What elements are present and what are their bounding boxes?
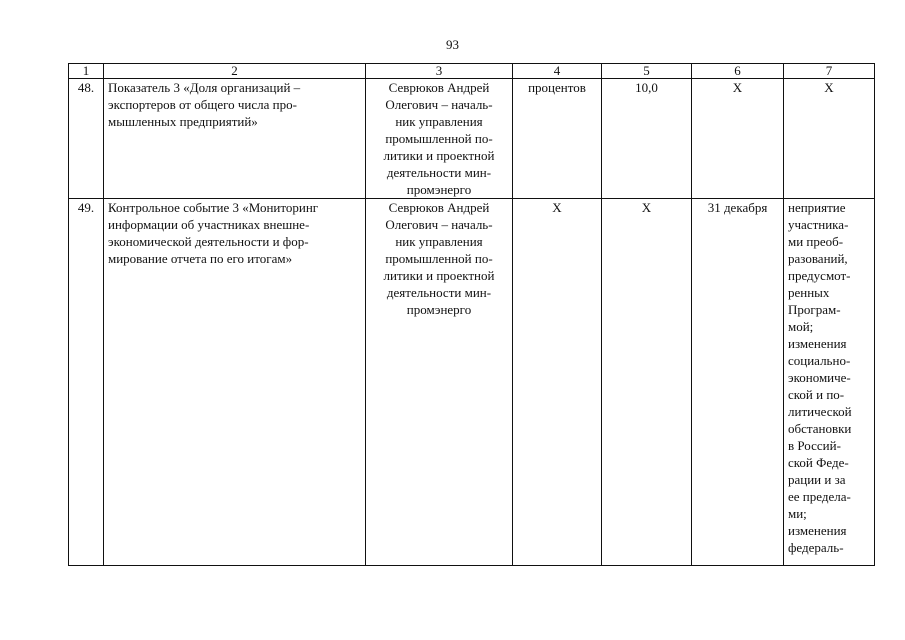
row-col-7: неприятие участника- ми преоб- разований, предусмот- ренных Програм- мой; изменения социально- экономиче- ской и по- литической обстановки в Россий- ской Феде- рации и за ее предела- ми; изменения федераль- bbox=[784, 199, 875, 566]
row-col-6: Х bbox=[692, 79, 784, 199]
header-col-7: 7 bbox=[784, 64, 875, 79]
row-col-4: процентов bbox=[513, 79, 602, 199]
table-header-row bbox=[69, 64, 875, 79]
page-number: 93 bbox=[446, 37, 459, 52]
table-row bbox=[69, 79, 875, 199]
row-number: 48. bbox=[69, 79, 104, 199]
row-col-6: 31 декабря bbox=[692, 199, 784, 566]
row-number: 49. bbox=[69, 199, 104, 566]
row-col-7: Х bbox=[784, 79, 875, 199]
row-responsible: Севрюков Андрей Олегович – началь- ник управления промышленной по- литики и проектной деятельности мин- промэнерго bbox=[366, 79, 513, 199]
header-col-4: 4 bbox=[513, 64, 602, 79]
row-responsible: Севрюков Андрей Олегович – началь- ник управления промышленной по- литики и проектной деятельности мин- промэнерго bbox=[366, 199, 513, 566]
header-col-5: 5 bbox=[602, 64, 692, 79]
header-col-2: 2 bbox=[104, 64, 366, 79]
row-col-4: Х bbox=[513, 199, 602, 566]
row-col-5: 10,0 bbox=[602, 79, 692, 199]
header-col-1: 1 bbox=[69, 64, 104, 79]
document-table bbox=[68, 63, 875, 566]
row-name: Показатель 3 «Доля организаций – экспортеров от общего числа про- мышленных предприятий» bbox=[104, 79, 366, 199]
table-row bbox=[69, 199, 875, 566]
header-col-3: 3 bbox=[366, 64, 513, 79]
row-col-5: Х bbox=[602, 199, 692, 566]
header-col-6: 6 bbox=[692, 64, 784, 79]
row-name: Контрольное событие 3 «Мониторинг информации об участниках внешне- экономической деятельности и фор- мирование отчета по его итогам» bbox=[104, 199, 366, 566]
